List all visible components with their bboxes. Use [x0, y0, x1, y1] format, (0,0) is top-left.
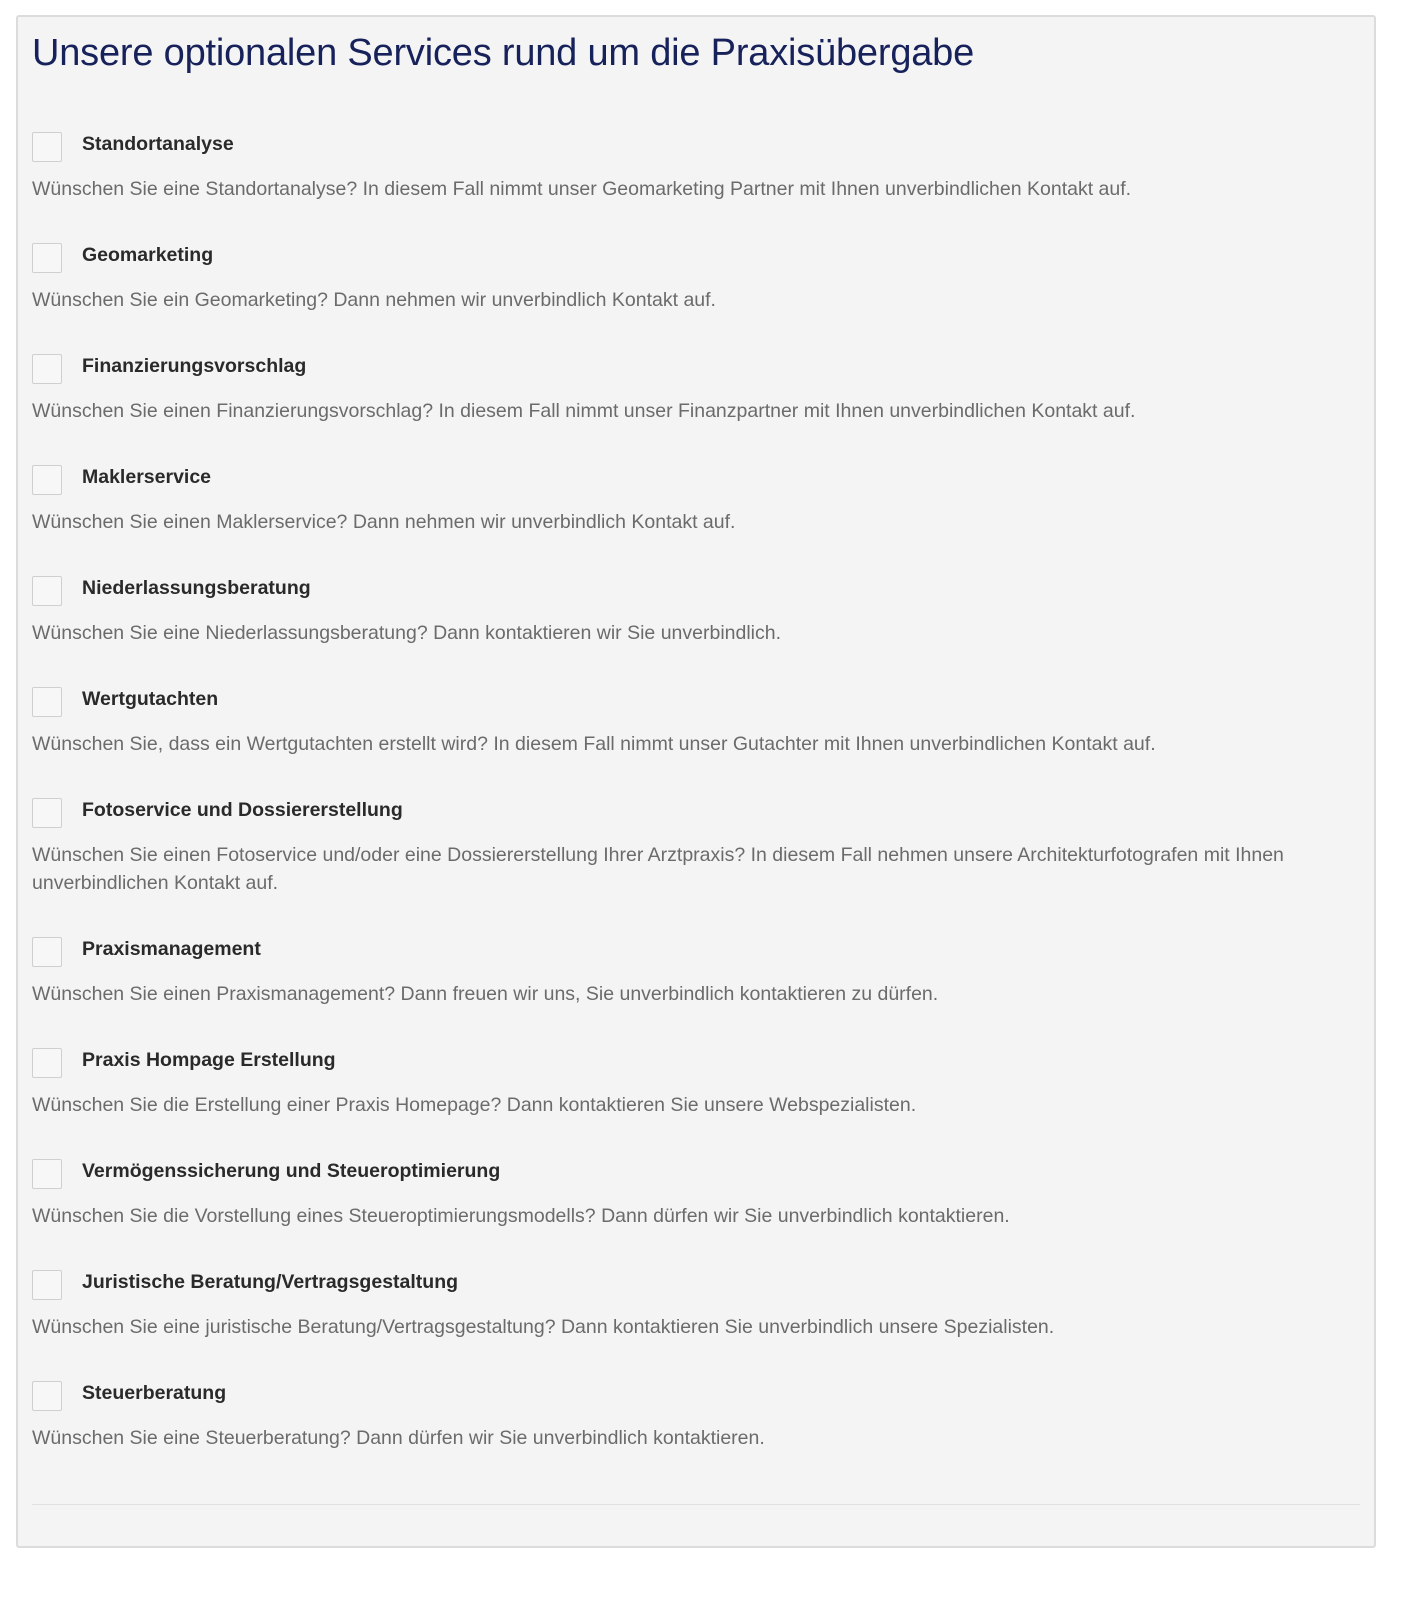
service-item-praxismanagement	[32, 936, 1352, 1047]
page-title: Unsere optionalen Services rund um die Praxisübergabe	[32, 32, 975, 74]
service-label[interactable]: Geomarketing	[82, 244, 214, 266]
finanzierungsvorschlag-checkbox[interactable]	[32, 354, 62, 384]
service-description: Wünschen Sie einen Fotoservice und/oder eine Dossiererstellung Ihrer Arztpraxis? In diesem Fall nehmen unsere Architekturfotografen mit Ihnen unverbindlichen Kontakt auf.	[32, 844, 1284, 894]
vermoegenssicherung-checkbox[interactable]	[32, 1159, 62, 1189]
fotoservice-checkbox[interactable]	[32, 798, 62, 828]
service-description: Wünschen Sie einen Praxismanagement? Dann freuen wir uns, Sie unverbindlich kontaktieren zu dürfen.	[32, 983, 939, 1005]
service-description: Wünschen Sie eine Standortanalyse? In diesem Fall nimmt unser Geomarketing Partner mit Ihnen unverbindlichen Kontakt auf.	[32, 178, 1132, 200]
wertgutachten-checkbox[interactable]	[32, 687, 62, 717]
service-label[interactable]: Niederlassungsberatung	[82, 577, 311, 599]
service-item-finanzierungsvorschlag	[32, 353, 1352, 464]
service-label[interactable]: Vermögenssicherung und Steueroptimierung	[82, 1160, 501, 1182]
service-label[interactable]: Finanzierungsvorschlag	[82, 355, 307, 377]
service-label[interactable]: Fotoservice und Dossiererstellung	[82, 799, 403, 821]
service-label[interactable]: Juristische Beratung/Vertragsgestaltung	[82, 1271, 459, 1293]
services-panel	[16, 15, 1376, 1548]
standortanalyse-checkbox[interactable]	[32, 132, 62, 162]
service-item-steuerberatung	[32, 1380, 1352, 1491]
service-description: Wünschen Sie ein Geomarketing? Dann nehmen wir unverbindlich Kontakt auf.	[32, 289, 716, 311]
service-description: Wünschen Sie einen Finanzierungsvorschlag? In diesem Fall nimmt unser Finanzpartner mit Ihnen unverbindlichen Kontakt auf.	[32, 400, 1136, 422]
service-description: Wünschen Sie eine Steuerberatung? Dann dürfen wir Sie unverbindlich kontaktieren.	[32, 1427, 765, 1449]
service-description: Wünschen Sie die Vorstellung eines Steueroptimierungsmodells? Dann dürfen wir Sie unverbindlich kontaktieren.	[32, 1205, 1010, 1227]
service-item-homepage	[32, 1047, 1352, 1158]
service-label[interactable]: Steuerberatung	[82, 1382, 227, 1404]
service-label[interactable]: Praxismanagement	[82, 938, 261, 960]
service-item-niederlassungsberatung	[32, 575, 1352, 686]
service-item-geomarketing	[32, 242, 1352, 353]
service-description: Wünschen Sie, dass ein Wertgutachten erstellt wird? In diesem Fall nimmt unser Gutachter mit Ihnen unverbindlichen Kontakt auf.	[32, 733, 1156, 755]
niederlassungsberatung-checkbox[interactable]	[32, 576, 62, 606]
maklerservice-checkbox[interactable]	[32, 465, 62, 495]
service-label[interactable]: Praxis Hompage Erstellung	[82, 1049, 336, 1071]
juristische-beratung-checkbox[interactable]	[32, 1270, 62, 1300]
praxismanagement-checkbox[interactable]	[32, 937, 62, 967]
service-description: Wünschen Sie einen Maklerservice? Dann nehmen wir unverbindlich Kontakt auf.	[32, 511, 736, 533]
geomarketing-checkbox[interactable]	[32, 243, 62, 273]
service-list	[32, 131, 1352, 1491]
service-label[interactable]: Wertgutachten	[82, 688, 219, 710]
service-item-wertgutachten	[32, 686, 1352, 797]
service-label[interactable]: Maklerservice	[82, 466, 212, 488]
service-label[interactable]: Standortanalyse	[82, 133, 234, 155]
service-item-vermoegenssicherung	[32, 1158, 1352, 1269]
service-item-juristische-beratung	[32, 1269, 1352, 1380]
service-description: Wünschen Sie eine Niederlassungsberatung? Dann kontaktieren wir Sie unverbindlich.	[32, 622, 782, 644]
service-item-fotoservice	[32, 797, 1352, 936]
homepage-checkbox[interactable]	[32, 1048, 62, 1078]
steuerberatung-checkbox[interactable]	[32, 1381, 62, 1411]
service-description: Wünschen Sie eine juristische Beratung/Vertragsgestaltung? Dann kontaktieren Sie unverbindlich unsere Spezialisten.	[32, 1316, 1055, 1338]
divider	[32, 1504, 1360, 1505]
service-description: Wünschen Sie die Erstellung einer Praxis Homepage? Dann kontaktieren Sie unsere Webspezialisten.	[32, 1094, 917, 1116]
service-item-maklerservice	[32, 464, 1352, 575]
service-item-standortanalyse	[32, 131, 1352, 242]
